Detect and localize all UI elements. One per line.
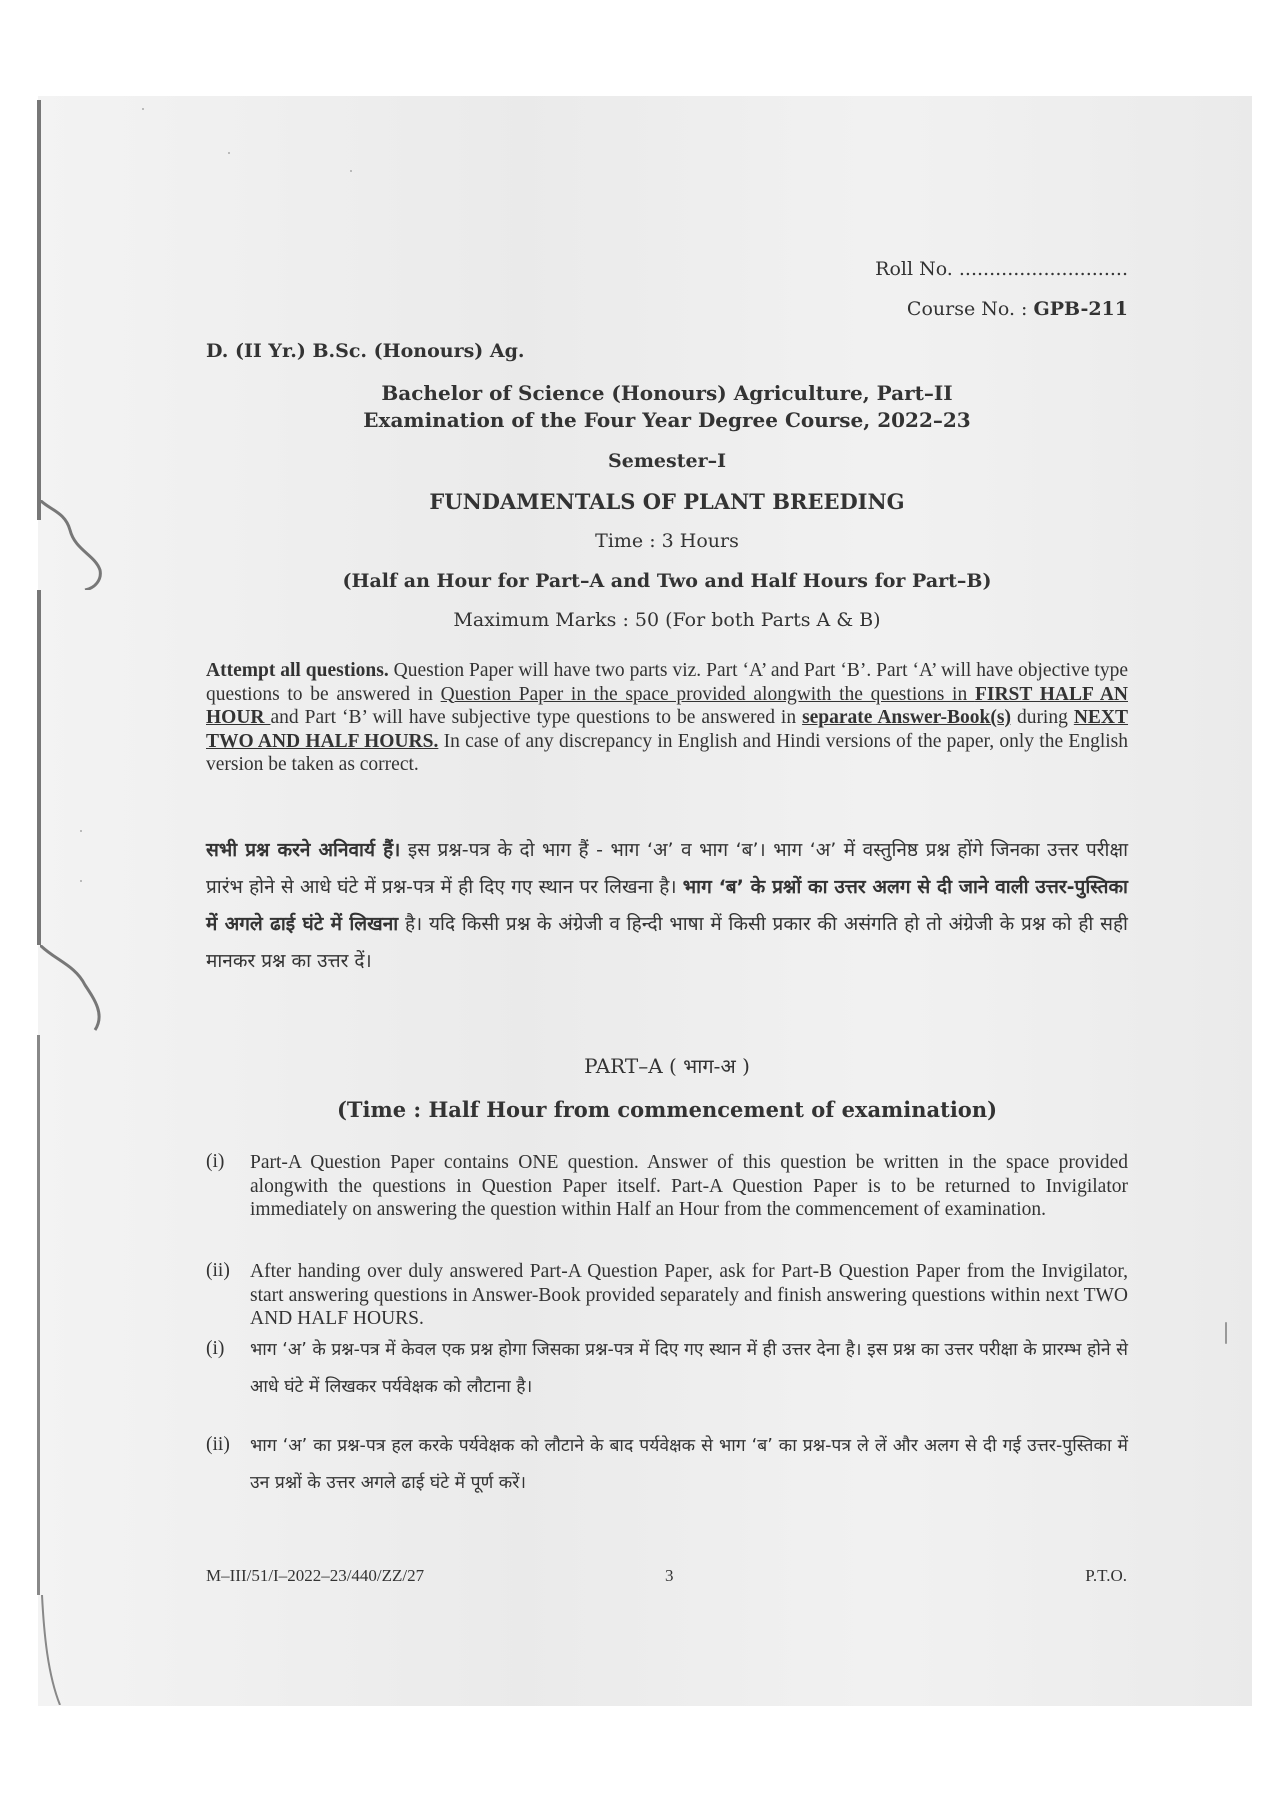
instr-text: Question Paper will have two parts viz. Part ‘A’ and Part ‘B’. Part ‘A’ will have objective type questions to be answered in: [206, 660, 1128, 705]
item-text: After handing over duly answered Part-A Question Paper, ask for Part-B Question Paper from the Invigilator, start answering questions in Answer-Book provided separately and finish answering questions within next TWO AND HALF HOURS.: [250, 1261, 1128, 1329]
course-number: [907, 298, 1128, 320]
item-number: (ii): [206, 1434, 230, 1455]
paper-code: M–III/51/I–2022–23/440/ZZ/27: [206, 1566, 425, 1585]
page-left-edge-mid: [37, 590, 41, 945]
item-number: (ii): [206, 1260, 230, 1281]
item-text: भाग ‘अ’ का प्रश्न-पत्र हल करके पर्यवेक्षक को लौटाने के बाद पर्यवेक्षक से भाग ‘ब’ का प्रश्न-पत्र ले लें और अलग से दी गई उत्तर-पुस्तिका में उन प्रश्नों के उत्तर अगले ढाई घंटे में पूर्ण करें।: [250, 1436, 1128, 1493]
item-text: भाग ‘अ’ के प्रश्न-पत्र में केवल एक प्रश्न होगा जिसका प्रश्न-पत्र में दिए गए स्थान में ही उत्तर देना है। इस प्रश्न का उत्तर परीक्षा के प्रारम्भ होने से आधे घंटे में लिखकर पर्यवेक्षक को लौटाना है।: [250, 1340, 1128, 1397]
page-left-edge: [37, 100, 41, 520]
instr-hi-text: इस प्रश्न-पत्र के दो भाग हैं - भाग ‘अ’ व भाग ‘ब’। भाग ‘अ’ में वस्तुनिष्ठ प्रश्न होंगे जिनका उत्तर परीक्षा प्रारंभ होने से आधे घंटे में प्रश्न-पत्र में ही दिए गए स्थान पर लिखना है।: [206, 839, 1129, 898]
list-item: [206, 1260, 1128, 1331]
instr-underlined-bold: separate Answer-Book(s): [802, 707, 1011, 728]
exam-title-line2: Examination of the Four Year Degree Course, 2022–23: [363, 408, 971, 432]
course-code: GPB-211: [1033, 298, 1128, 320]
time-allowed: Time : 3 Hours: [595, 530, 739, 552]
part-a-time-note: (Time : Half Hour from commencement of examination): [336, 1097, 998, 1122]
please-turn-over: P.T.O.: [1085, 1566, 1127, 1585]
tear-mark-top: [40, 500, 110, 590]
instr-underlined-bold: NEXT TWO AND HALF HOURS.: [206, 707, 1129, 752]
list-item: [206, 1332, 1128, 1406]
instr-underlined: Question Paper in the space provided alongwith the questions in: [440, 683, 975, 705]
page-left-edge-low: [37, 1035, 40, 1595]
part-time-split: (Half an Hour for Part–A and Two and Half Hours for Part–B): [342, 570, 992, 592]
instr-hi-text: है। यदि किसी प्रश्न के अंग्रेजी व हिन्दी भाषा में किसी प्रकार की असंगति हो तो अंग्रेजी के प्रश्न को ही सही मानकर प्रश्न का उत्तर दें।: [206, 913, 1128, 972]
list-item: [206, 1151, 1128, 1222]
degree-label: D. (II Yr.) B.Sc. (Honours) Ag.: [206, 340, 525, 362]
instr-underlined-bold: FIRST HALF AN HOUR: [206, 683, 1128, 728]
semester: Semester–I: [608, 450, 726, 472]
item-number: (i): [206, 1151, 225, 1172]
instructions-hindi: [206, 832, 1128, 980]
instr-lead: Attempt all questions.: [206, 660, 389, 681]
list-item: [206, 1428, 1128, 1502]
maximum-marks: Maximum Marks : 50 (For both Parts A & B): [453, 609, 881, 631]
page-left-edge-curve: [40, 1595, 70, 1705]
instr-hi-lead: सभी प्रश्न करने अनिवार्य हैं।: [206, 839, 401, 861]
instr-hi-bold: भाग ‘ब’ के प्रश्नों का उत्तर अलग से दी जाने वाली उत्तर-पुस्तिका में अगले ढाई घंटे में लिखना: [206, 876, 1128, 935]
instr-text: during: [1010, 707, 1074, 728]
part-a-heading: PART–A ( भाग-अ ): [584, 1054, 750, 1078]
subject-title: FUNDAMENTALS OF PLANT BREEDING: [429, 489, 905, 514]
item-text: Part-A Question Paper contains ONE question. Answer of this question be written in the space provided alongwith the questions in Question Paper itself. Part-A Question Paper is to be returned to Invigilator immediately on answering the question within Half an Hour from the commencement of examination.: [250, 1152, 1128, 1220]
instructions-english: [206, 659, 1128, 777]
exam-title-line1: Bachelor of Science (Honours) Agriculture, Part–II: [381, 381, 953, 405]
instr-text: In case of any discrepancy in English and Hindi versions of the paper, only the English version be taken as correct.: [206, 730, 1128, 775]
roll-number-field: Roll No. ............................: [875, 258, 1128, 280]
course-label: Course No. :: [906, 298, 1034, 320]
tear-mark-bottom: [40, 945, 110, 1035]
page-number: 3: [665, 1566, 674, 1585]
item-number: (i): [206, 1338, 225, 1359]
instr-text: and Part ‘B’ will have subjective type questions to be answered in: [270, 707, 803, 728]
